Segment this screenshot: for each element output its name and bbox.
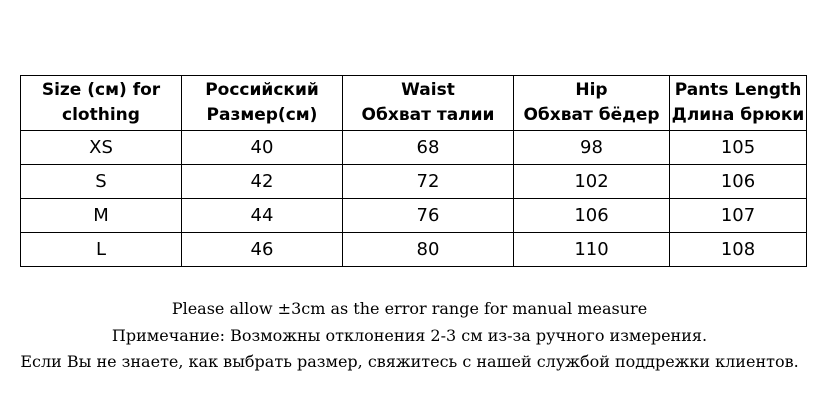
table-row	[21, 199, 807, 233]
cell-russian-size: 40	[182, 131, 343, 165]
header-hip-line2: Обхват бёдер	[523, 105, 660, 125]
header-russian-size-line1: Российский	[205, 80, 319, 100]
cell-pants-length: 107	[670, 199, 807, 233]
cell-pants-length: 106	[670, 165, 807, 199]
header-hip-line1: Hip	[575, 80, 608, 100]
cell-hip: 98	[514, 131, 670, 165]
cell-size: M	[21, 199, 182, 233]
cell-size: XS	[21, 131, 182, 165]
table-header-row	[21, 76, 807, 131]
cell-russian-size: 42	[182, 165, 343, 199]
cell-russian-size: 46	[182, 233, 343, 267]
cell-size: S	[21, 165, 182, 199]
header-waist-line2: Обхват талии	[361, 105, 495, 125]
cell-hip: 102	[514, 165, 670, 199]
table-row	[21, 165, 807, 199]
header-pants-length-line2: Длина брюки	[671, 105, 805, 125]
header-waist-line1: Waist	[401, 80, 455, 100]
header-size-line1: Size (см) for	[41, 80, 161, 100]
cell-waist: 68	[343, 131, 514, 165]
table-row	[21, 131, 807, 165]
size-chart-table	[20, 75, 807, 267]
measurement-notes	[0, 296, 819, 376]
header-russian-size	[182, 76, 343, 131]
cell-russian-size: 44	[182, 199, 343, 233]
note-error-range: Please allow ±3cm as the error range for manual measure	[171, 299, 648, 318]
header-russian-size-line2: Размер(см)	[206, 105, 318, 125]
cell-waist: 80	[343, 233, 514, 267]
note-deviation-ru: Примечание: Возможны отклонения 2-3 см из-за ручного измерения.	[111, 325, 708, 345]
cell-hip: 106	[514, 199, 670, 233]
cell-pants-length: 105	[670, 131, 807, 165]
cell-hip: 110	[514, 233, 670, 267]
cell-pants-length: 108	[670, 233, 807, 267]
header-size	[21, 76, 182, 131]
note-contact-support-ru: Если Вы не знаете, как выбрать размер, свяжитесь с нашей службой поддрежки клиентов.	[20, 352, 799, 371]
cell-size: L	[21, 233, 182, 267]
header-pants-length	[670, 76, 807, 131]
header-hip	[514, 76, 670, 131]
cell-waist: 76	[343, 199, 514, 233]
header-waist	[343, 76, 514, 131]
header-size-line2: clothing	[62, 105, 140, 125]
cell-waist: 72	[343, 165, 514, 199]
table-row	[21, 233, 807, 267]
header-pants-length-line1: Pants Length	[674, 80, 802, 100]
